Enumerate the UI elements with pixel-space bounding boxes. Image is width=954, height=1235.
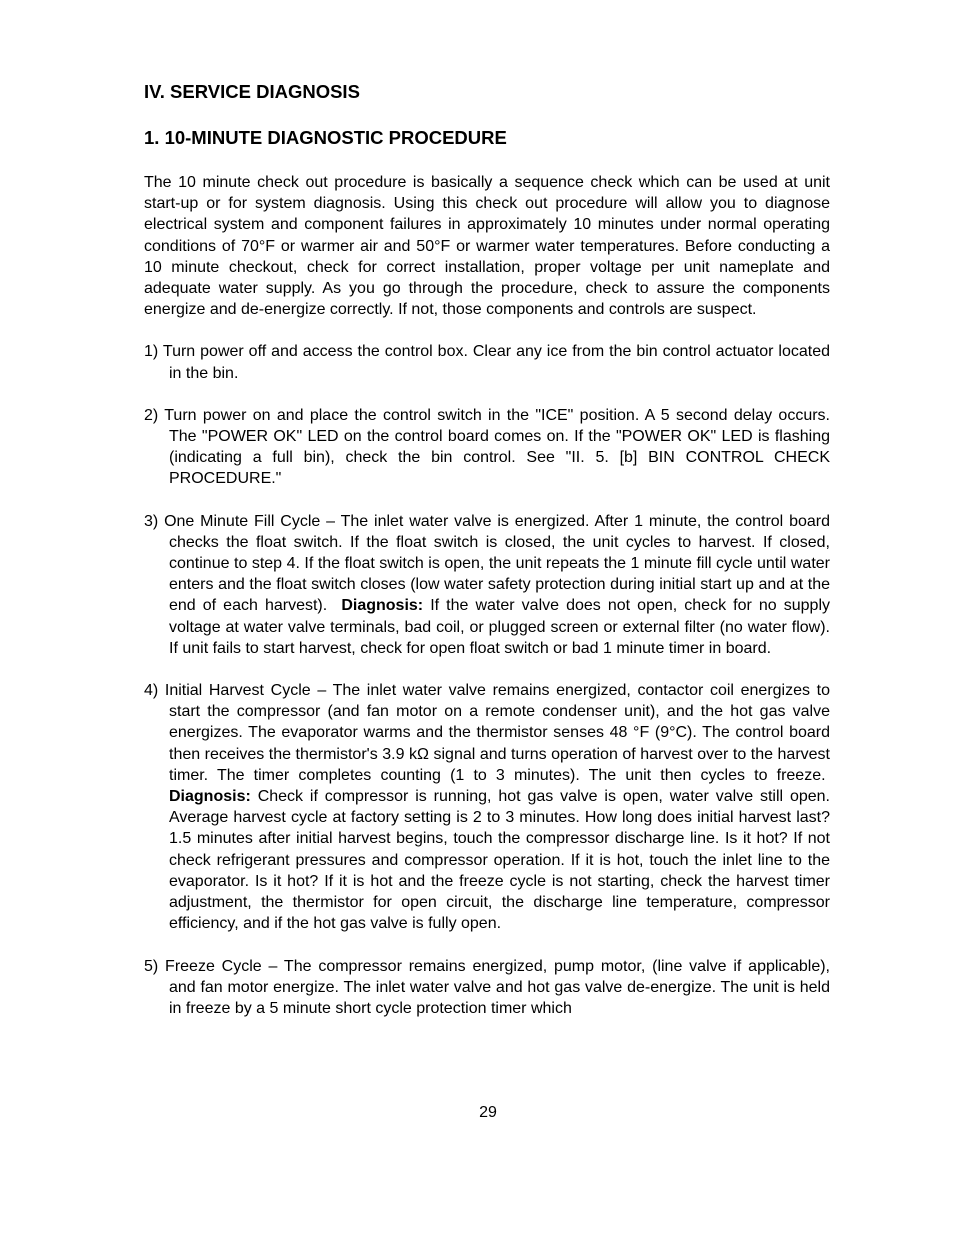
- step-4-diagnosis-label: Diagnosis:: [169, 788, 251, 806]
- step-1: [144, 341, 830, 383]
- step-2: [144, 405, 830, 490]
- page-number: 29: [479, 1104, 497, 1121]
- step-1-text: 1) Turn power off and access the control box. Clear any ice from the bin control actuator located in the bin.: [144, 343, 830, 382]
- page-content: [144, 80, 830, 1019]
- step-3-diagnosis-label: Diagnosis:: [341, 597, 424, 615]
- intro-paragraph: The 10 minute check out procedure is basically a sequence check which can be used at unit start-up or for system diagnosis. Using this check out procedure will allow you to diagnose electrical system and component failures in approximately 10 minutes under normal operating conditions of 70°F or warmer air and 50°F or warmer water temperatures. Before conducting a 10 minute checkout, check for correct installation, proper voltage per unit nameplate and adequate water supply. As you go through the procedure, check to assure the components energize and de-energize correctly. If not, those components and controls are suspect.: [144, 174, 830, 319]
- step-3-diagnosis-text: If the water valve does not open, check for no supply voltage at water valve terminals, bad coil, or plugged screen or external filter (no water flow). If unit fails to start harvest, check for open float switch or bad 1 minute timer in board.: [169, 597, 830, 657]
- step-3-text: 3) One Minute Fill Cycle – The inlet water valve is energized. After 1 minute, the control board checks the float switch. If the float switch is closed, the unit cycles to harvest. If closed, continue to step 4. If the float switch is open, the unit repeats the 1 minute fill cycle until water enters and the float switch closes (low water safety protection during initial start up and at the end of each harvest).: [144, 512, 830, 615]
- step-4: [144, 680, 830, 934]
- section-title: IV. SERVICE DIAGNOSIS: [144, 81, 360, 102]
- step-3: [144, 511, 830, 659]
- step-2-text: 2) Turn power on and place the control switch in the "ICE" position. A 5 second delay occurs. The "POWER OK" LED on the control board comes on. If the "POWER OK" LED is flashing (indicating a full bin), check the bin control. See "II. 5. [b] BIN CONTROL CHECK PROCEDURE.": [144, 406, 830, 488]
- step-5: [144, 956, 830, 1020]
- subsection-title: 1. 10-MINUTE DIAGNOSTIC PROCEDURE: [144, 127, 507, 148]
- step-4-diagnosis-text: Check if compressor is running, hot gas valve is open, water valve still open. Average harvest cycle at factory setting is 2 to 3 minutes. How long does initial harvest last? 1.5 minutes after initial harvest begins, touch the compressor discharge line. Is it hot? If not check refrigerant pressures and compressor operation. If it is hot, touch the inlet line to the evaporator. Is it hot? If it is hot and the freeze cycle is not starting, check the harvest timer adjustment, the thermistor for open circuit, the discharge line temperature, compressor efficiency, and if the hot gas valve is fully open.: [169, 788, 831, 933]
- step-5-text: 5) Freeze Cycle – The compressor remains energized, pump motor, (line valve if applicable), and fan motor energize. The inlet water valve and hot gas valve de-energize. The unit is held in freeze by a 5 minute short cycle protection timer which: [144, 957, 830, 1017]
- step-4-text: 4) Initial Harvest Cycle – The inlet water valve remains energized, contactor coil energizes to start the compressor (and fan motor on a remote condenser unit), and the hot gas valve energizes. The evaporator warms and the thermistor senses 48 °F (9°C). The control board then receives the thermistor's 3.9 kΩ signal and turns operation of harvest over to the harvest timer. The timer completes counting (1 to 3 minutes). The unit then cycles to freeze.: [144, 682, 830, 784]
